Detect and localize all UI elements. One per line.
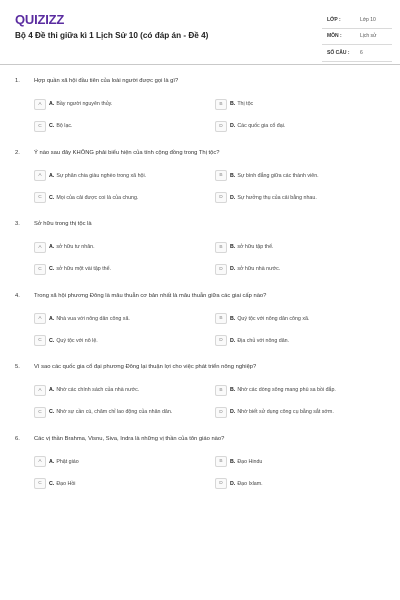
- answer-option-c[interactable]: [34, 478, 75, 490]
- info-value: 6: [360, 49, 363, 56]
- option-text: Quý tộc với nô lệ.: [56, 337, 98, 344]
- option-text: Các quốc gia cổ đại.: [237, 123, 286, 129]
- info-box: [322, 12, 392, 62]
- option-letter-box: D: [215, 478, 227, 489]
- option-text: Sự bình đẳng giữa các thành viên.: [237, 172, 319, 179]
- option-letter-box: C: [34, 192, 46, 203]
- header-divider: [0, 64, 400, 65]
- option-letter-box: A: [34, 242, 46, 253]
- option-text: sở hữu tập thể.: [237, 244, 274, 250]
- answer-option-b[interactable]: [215, 170, 319, 182]
- option-text: Nhờ sự cần cù, chăm chỉ lao động của nhân dân.: [56, 409, 173, 415]
- answer-option-d[interactable]: [215, 120, 285, 132]
- question-text: Vì sao các quốc gia cổ đại phương Đông lại thuận lợi cho việc phát triển nông nghiệp?: [34, 364, 257, 370]
- option-letter-box: D: [215, 264, 227, 275]
- option-key: B.: [230, 458, 236, 465]
- option-key: B.: [230, 315, 236, 322]
- option-key: C.: [49, 409, 55, 415]
- answer-option-a[interactable]: [34, 241, 95, 253]
- option-key: D.: [230, 266, 236, 272]
- option-text: sở hữu nhà nước.: [237, 266, 281, 272]
- option-key: B.: [230, 101, 236, 107]
- info-label: MÔN :: [327, 33, 342, 40]
- question-text: Các vị thần Brahma, Visnu, Siva, Indra là những vị thần của tôn giáo nào?: [34, 435, 225, 442]
- option-key: C.: [49, 123, 55, 129]
- option-key: A.: [49, 101, 55, 107]
- question-5: [0, 356, 400, 428]
- option-text: sở hữu một vài tập thể.: [56, 266, 112, 272]
- option-letter-box: A: [34, 456, 46, 467]
- question-text: Ý nào sau đây KHÔNG phải biểu hiện của tính cộng đồng trong Thị tộc?: [34, 149, 220, 156]
- question-1: [0, 70, 400, 142]
- option-key: B.: [230, 387, 236, 393]
- option-key: C.: [49, 194, 55, 201]
- option-letter-box: C: [34, 335, 46, 346]
- option-letter-box: B: [215, 456, 227, 467]
- option-text: Sự phân chia giàu nghèo trong xã hội.: [56, 172, 147, 179]
- option-letter-box: A: [34, 385, 46, 396]
- option-text: Nhờ các chính sách của nhà nước.: [56, 387, 140, 393]
- answer-option-a[interactable]: [34, 170, 146, 182]
- option-letter-box: B: [215, 385, 227, 396]
- question-number: 5.: [15, 364, 20, 370]
- answer-option-c[interactable]: [34, 406, 172, 418]
- answer-option-b[interactable]: [215, 98, 253, 110]
- info-label: SỐ CÂU :: [327, 49, 350, 56]
- option-letter-box: B: [215, 170, 227, 181]
- option-text: Địa chủ với nông dân.: [237, 337, 290, 344]
- option-key: B.: [230, 244, 236, 250]
- option-text: Nhờ biết sử dụng công cụ bằng sắt sớm.: [237, 409, 334, 415]
- question-text: Sở hữu trong thị tộc là: [34, 221, 92, 227]
- option-key: C.: [49, 337, 55, 344]
- quizizz-logo: QUIZIZZ: [15, 12, 65, 27]
- info-value: Lịch sử: [360, 33, 377, 40]
- answer-option-b[interactable]: [215, 241, 274, 253]
- option-text: Bầy người nguyên thủy.: [56, 101, 113, 107]
- option-key: D.: [230, 480, 236, 487]
- option-text: Mọi của cải được coi là của chung.: [56, 194, 139, 201]
- question-number: 2.: [15, 149, 20, 156]
- option-letter-box: B: [215, 242, 227, 253]
- question-4: [0, 285, 400, 357]
- answer-option-d[interactable]: [215, 263, 280, 275]
- question-number: 1.: [15, 78, 20, 84]
- answer-option-b[interactable]: [215, 313, 309, 325]
- option-text: Bộ lạc.: [56, 123, 73, 129]
- option-letter-box: D: [215, 407, 227, 418]
- question-list: [0, 70, 400, 499]
- answer-option-d[interactable]: [215, 335, 289, 347]
- option-key: A.: [49, 458, 55, 465]
- option-letter-box: A: [34, 99, 46, 110]
- option-key: B.: [230, 172, 236, 179]
- option-text: Đạo Hindu: [237, 458, 263, 465]
- option-text: Thị tộc: [237, 101, 254, 107]
- option-text: Nhà vua với nông dân công xã.: [56, 315, 130, 322]
- option-text: Sự hưởng thụ của cải bằng nhau.: [237, 194, 317, 201]
- option-text: Quý tộc với nông dân công xã.: [237, 315, 310, 322]
- option-letter-box: B: [215, 99, 227, 110]
- answer-option-b[interactable]: [215, 456, 262, 468]
- question-number: 6.: [15, 435, 20, 442]
- answer-option-b[interactable]: [215, 384, 336, 396]
- option-letter-box: C: [34, 478, 46, 489]
- info-label: LỚP :: [327, 16, 341, 23]
- page-title: Bộ 4 Đề thi giữa kì 1 Lịch Sử 10 (có đáp án - Đề 4): [15, 31, 209, 40]
- answer-option-c[interactable]: [34, 120, 73, 132]
- option-text: Nhờ các dòng sông mang phù sa bồi đắp.: [237, 387, 336, 393]
- info-row-count: [322, 45, 392, 62]
- answer-option-c[interactable]: [34, 192, 138, 204]
- answer-option-a[interactable]: [34, 384, 139, 396]
- option-letter-box: D: [215, 335, 227, 346]
- answer-option-d[interactable]: [215, 192, 317, 204]
- option-text: Đạo Ixlam.: [237, 480, 263, 487]
- option-key: D.: [230, 123, 236, 129]
- option-letter-box: D: [215, 192, 227, 203]
- option-letter-box: A: [34, 170, 46, 181]
- question-number: 3.: [15, 221, 20, 227]
- option-key: A.: [49, 387, 55, 393]
- option-key: D.: [230, 337, 236, 344]
- question-3: [0, 213, 400, 285]
- option-key: A.: [49, 172, 55, 179]
- question-text: Hợp quần xã hội đầu tiên của loài người được gọi là gì?: [34, 78, 179, 84]
- answer-option-a[interactable]: [34, 98, 112, 110]
- question-number: 4.: [15, 292, 20, 299]
- answer-option-d[interactable]: [215, 406, 334, 418]
- answer-option-c[interactable]: [34, 263, 111, 275]
- option-letter-box: C: [34, 264, 46, 275]
- option-key: A.: [49, 315, 55, 322]
- option-text: Phật giáo: [56, 458, 79, 465]
- option-key: C.: [49, 480, 55, 487]
- option-letter-box: A: [34, 313, 46, 324]
- option-key: A.: [49, 244, 55, 250]
- option-key: D.: [230, 409, 236, 415]
- option-letter-box: B: [215, 313, 227, 324]
- option-letter-box: D: [215, 121, 227, 132]
- option-text: Đạo Hồi: [56, 480, 76, 487]
- question-6: [0, 428, 400, 500]
- info-value: Lớp 10: [360, 16, 376, 23]
- answer-option-c[interactable]: [34, 335, 98, 347]
- answer-option-a[interactable]: [34, 456, 79, 468]
- info-row-class: [322, 12, 392, 29]
- option-key: D.: [230, 194, 236, 201]
- option-text: sở hữu tư nhân.: [56, 244, 95, 250]
- answer-option-d[interactable]: [215, 478, 263, 490]
- option-key: C.: [49, 266, 55, 272]
- answer-option-a[interactable]: [34, 313, 130, 325]
- option-letter-box: C: [34, 407, 46, 418]
- option-letter-box: C: [34, 121, 46, 132]
- info-row-subject: [322, 29, 392, 46]
- question-2: [0, 142, 400, 214]
- question-text: Trong xã hội phương Đông là mâu thuẫn cơ bản nhất là mâu thuẫn giữa các giai cấp nào?: [34, 292, 267, 299]
